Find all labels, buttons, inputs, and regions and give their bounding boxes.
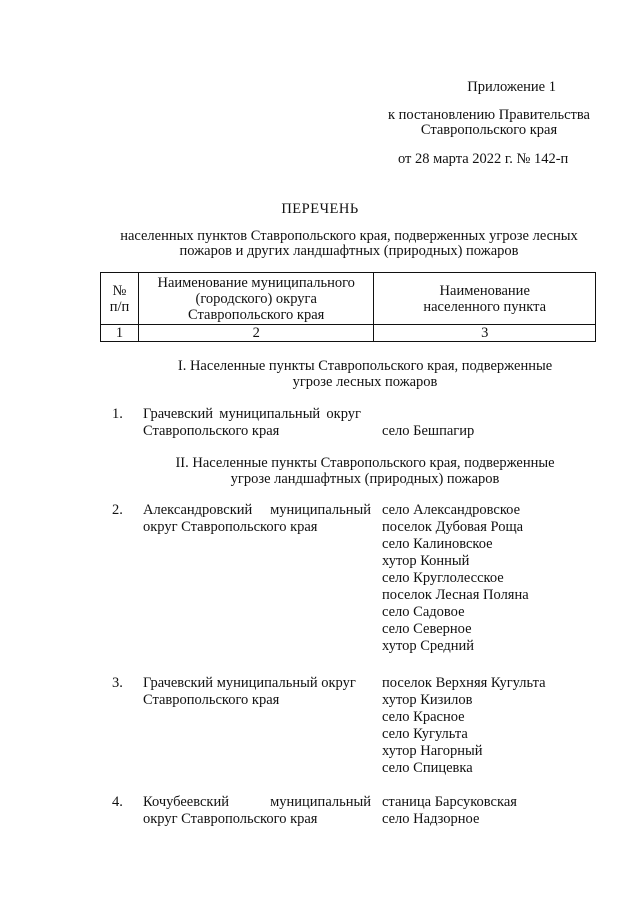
document-title: ПЕРЕЧЕНЬ	[281, 201, 359, 217]
header-cell-number: № п/п	[101, 273, 139, 325]
section-heading-2: II. Населенные пункты Ставропольского края, подверженные угрозе ландшафтных (природных) пожаров	[175, 455, 555, 487]
item-number: 2.	[112, 502, 123, 518]
settlement-list	[382, 794, 602, 828]
settlement: поселок Лесная Поляна	[382, 587, 529, 603]
settlement: село Надзорное	[382, 811, 480, 827]
appendix-date: от 28 марта 2022 г. № 142-п	[398, 151, 569, 167]
settlement: хутор Нагорный	[382, 743, 483, 759]
subtitle-line2: пожаров и других ландшафтных (природных) пожаров	[179, 243, 519, 259]
municipality-name: Кочубеевский муниципальный округ Ставропольского края	[143, 794, 371, 827]
settlement: село Садовое	[382, 604, 465, 620]
settlement: поселок Верхняя Кугульта	[382, 675, 546, 691]
section-heading-1: I. Населенные пункты Ставропольского края, подверженные угрозе лесных пожаров	[177, 358, 553, 390]
appendix-number: Приложение 1	[467, 79, 556, 95]
subtitle-line1: населенных пунктов Ставропольского края, подверженных угрозе лесных	[120, 228, 578, 244]
appendix-label	[467, 80, 556, 95]
settlement: село Бешпагир	[382, 423, 475, 439]
appendix-decree-line2: Ставропольского края	[420, 122, 558, 138]
appendix-decree-line1: к постановлению Правительства	[388, 107, 590, 123]
column-number-row	[101, 325, 596, 342]
municipality-name: Грачевский муниципальный округ Ставропольского края	[143, 675, 356, 708]
settlement: хутор Средний	[382, 638, 475, 654]
item-number: 3.	[112, 675, 123, 691]
settlement-list	[382, 675, 602, 777]
settlement: село Круглолесское	[382, 570, 504, 586]
item-number: 4.	[112, 794, 123, 810]
header-table	[100, 272, 596, 342]
appendix-decree	[384, 108, 594, 138]
settlement: хутор Конный	[382, 553, 470, 569]
settlement: село Спицевка	[382, 760, 473, 776]
settlement: поселок Дубовая Роща	[382, 519, 524, 535]
settlement: село Красное	[382, 709, 465, 725]
item-number: 1.	[112, 406, 123, 422]
municipality-name: Грачевский муниципальный округ Ставропольского края	[143, 406, 361, 439]
column-number-3: 3	[374, 325, 596, 342]
settlement: село Кугульта	[382, 726, 468, 742]
document-subtitle	[110, 229, 588, 259]
header-cell-settlement: Наименование населенного пункта	[374, 273, 596, 325]
header-cell-municipality: Наименование муниципального (городского) округа Ставропольского края	[138, 273, 374, 325]
settlement: село Калиновское	[382, 536, 493, 552]
settlement-list	[382, 406, 602, 440]
column-number-2: 2	[138, 325, 374, 342]
header-row	[101, 273, 596, 325]
settlement: село Северное	[382, 621, 472, 637]
settlement: станица Барсуковская	[382, 794, 517, 810]
settlement: село Александровское	[382, 502, 521, 518]
settlement: хутор Кизилов	[382, 692, 473, 708]
settlement-list	[382, 502, 602, 655]
municipality-name: Александровский муниципальный округ Ставропольского края	[143, 502, 371, 535]
column-number-1: 1	[101, 325, 139, 342]
